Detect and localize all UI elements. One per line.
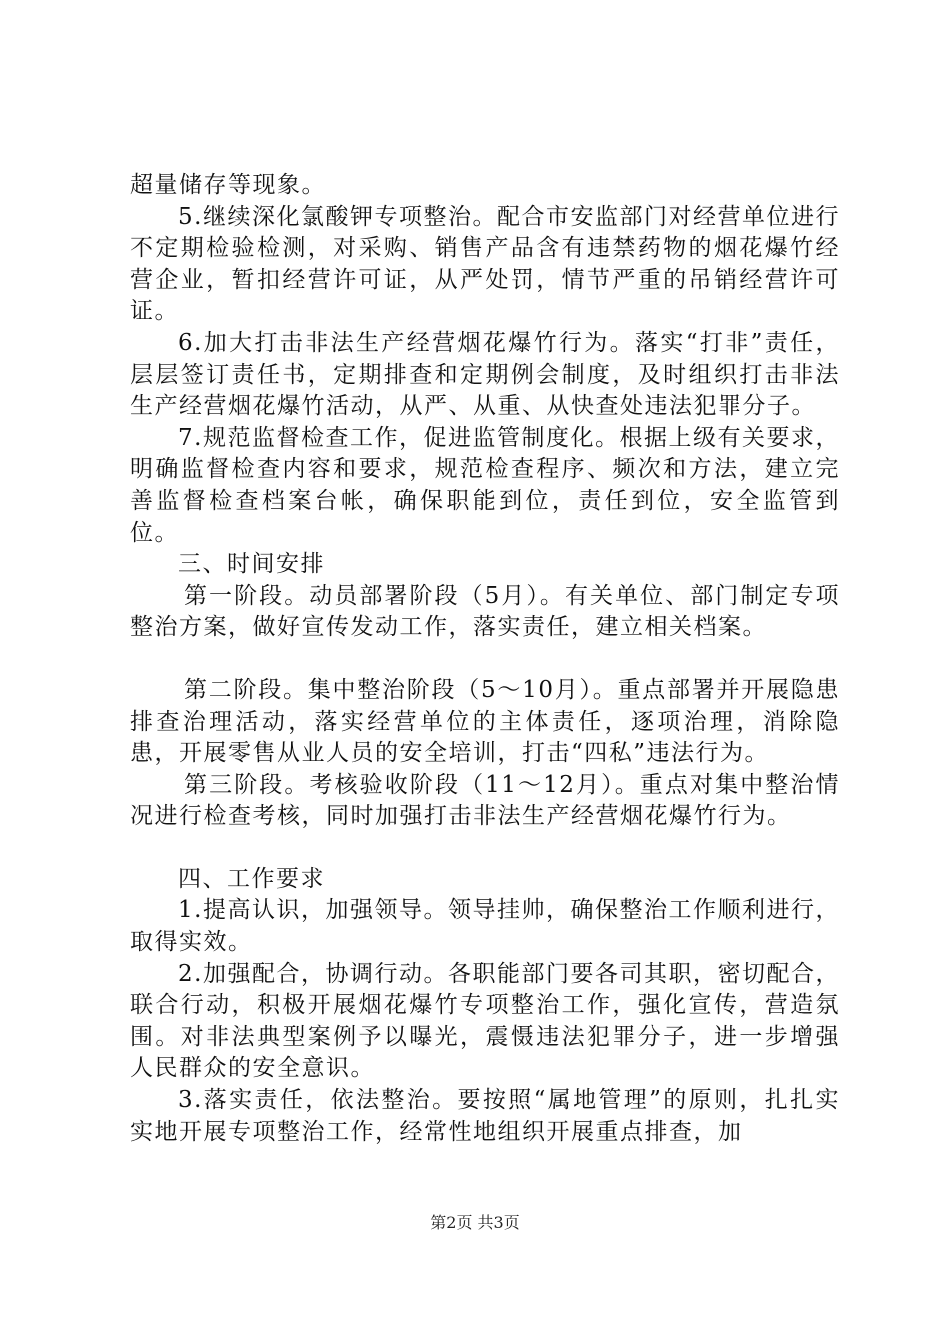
paragraph-continuation: 超量储存等现象。	[130, 172, 326, 198]
paragraph-req-3: 3.落实责任，依法整治。要按照“属地管理”的原则，扎扎实实地开展专项整治工作，经常性地组织开展重点排查，加	[130, 1087, 840, 1145]
document-body	[130, 170, 840, 1148]
section-heading-schedule: 三、时间安排	[178, 551, 325, 578]
paragraph-req-2: 2.加强配合，协调行动。各职能部门要各司其职，密切配合，联合行动，积极开展烟花爆竹专项整治工作，强化宣传，营造氛围。对非法典型案例予以曝光，震慑违法犯罪分子，进一步增强人民群众的安全意识。	[130, 960, 840, 1082]
paragraph-req-1: 1.提高认识，加强领导。领导挂帅，确保整治工作顺利进行，取得实效。	[130, 897, 840, 956]
paragraph-item-6: 6.加大打击非法生产经营烟花爆竹行为。落实“打非”责任，层层签订责任书，定期排查和定期例会制度，及时组织打击非法生产经营烟花爆竹活动，从严、从重、从快查处违法犯罪分子。	[130, 329, 840, 420]
paragraph-phase-3: 第三阶段。考核验收阶段（11～12月）。重点对集中整治情况进行检查考核，同时加强打击非法生产经营烟花爆竹行为。	[130, 771, 840, 830]
page-footer: 第2页 共3页	[430, 1213, 520, 1232]
section-heading-requirements: 四、工作要求	[178, 865, 325, 892]
paragraph-phase-2: 第二阶段。集中整治阶段（5～10月）。重点部署并开展隐患排查治理活动，落实经营单位的主体责任，逐项治理，消除隐患，开展零售从业人员的安全培训，打击“四私”违法行为。	[130, 676, 840, 767]
paragraph-item-5: 5.继续深化氯酸钾专项整治。配合市安监部门对经营单位进行不定期检验检测，对采购、销售产品含有违禁药物的烟花爆竹经营企业，暂扣经营许可证，从严处罚，情节严重的吊销经营许可证。	[130, 203, 840, 325]
paragraph-item-7: 7.规范监督检查工作，促进监管制度化。根据上级有关要求，明确监督检查内容和要求，规范检查程序、频次和方法，建立完善监督检查档案台帐，确保职能到位，责任到位，安全监管到位。	[130, 424, 840, 546]
paragraph-phase-1: 第一阶段。动员部署阶段（5月）。有关单位、部门制定专项整治方案，做好宣传发动工作，落实责任，建立相关档案。	[130, 582, 840, 641]
